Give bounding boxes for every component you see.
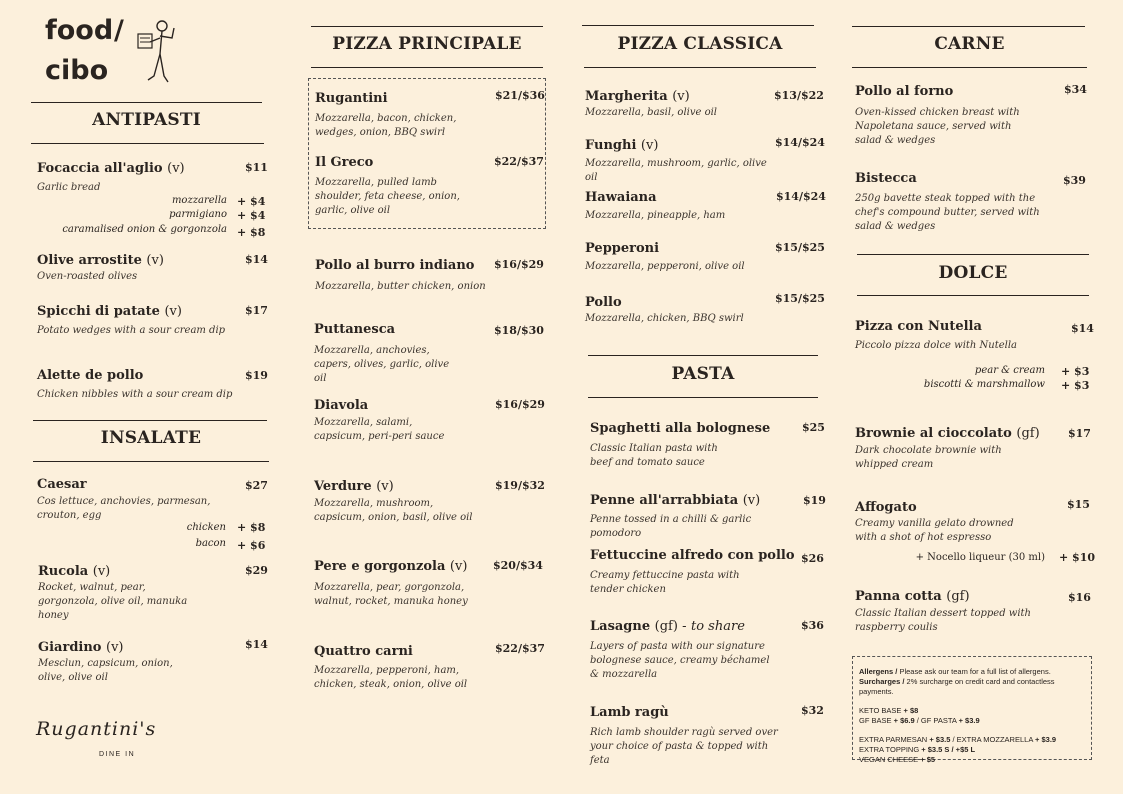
info-box xyxy=(852,656,1092,764)
divider xyxy=(588,397,818,398)
addon-price: + $4 xyxy=(237,195,266,208)
menu-item xyxy=(585,89,765,120)
addon-label: pear & cream xyxy=(974,365,1045,376)
addon-price: + $10 xyxy=(1059,551,1096,564)
item-description: Classic Italian pasta with beef and tomato sauce xyxy=(590,443,718,468)
item-name: Margherita xyxy=(585,89,668,104)
menu-item xyxy=(314,479,474,525)
item-tag: (v) xyxy=(167,161,185,176)
divider xyxy=(588,355,818,356)
item-price: $27 xyxy=(245,479,268,492)
item-price: $17 xyxy=(1068,427,1091,440)
item-description: Rocket, walnut, pear, gorgonzola, olive oil, manuka honey xyxy=(38,582,188,621)
item-price: $36 xyxy=(801,619,824,632)
menu-item xyxy=(37,253,227,284)
menu-item xyxy=(315,91,465,140)
gf-pasta-label: / GF PASTA xyxy=(916,716,957,725)
addon-label: chicken xyxy=(186,522,226,533)
menu-item xyxy=(315,258,490,294)
item-description: Mozzarella, salami, capsicum, peri-peri sauce xyxy=(314,417,445,442)
item-description: Mozzarella, mushroom, garlic, olive oil xyxy=(585,158,767,183)
item-price: $39 xyxy=(1063,174,1086,187)
menu-item xyxy=(590,548,795,597)
item-price: $14 xyxy=(245,638,268,651)
item-tag: (gf) xyxy=(1016,426,1040,441)
item-description: Dark chocolate brownie with whipped cream xyxy=(855,445,1002,470)
gf-base-label: GF BASE xyxy=(859,716,892,725)
menu-item xyxy=(590,493,795,541)
item-price: $22/$37 xyxy=(494,155,544,168)
item-description: Mozzarella, butter chicken, onion xyxy=(315,281,486,292)
item-tag: (v) xyxy=(742,493,761,508)
addon-price: + $3 xyxy=(1061,379,1090,392)
addon-label: caramalised onion & gorgonzola xyxy=(62,224,227,235)
menu-item xyxy=(38,640,203,685)
item-price: $34 xyxy=(1064,83,1087,96)
item-price: $21/$36 xyxy=(495,89,545,102)
item-description: Mozzarella, anchovies, capers, olives, garlic, olive oil xyxy=(314,345,450,384)
menu-item xyxy=(315,155,465,218)
item-description: Mozzarella, pepperoni, ham, chicken, steak, onion, olive oil xyxy=(314,665,468,690)
section-title-insalate: INSALATE xyxy=(100,428,202,448)
addon-label: biscotti & marshmallow xyxy=(923,379,1045,390)
addon-label: parmigiano xyxy=(169,209,227,220)
section-title-pizza-principale: PIZZA PRINCIPALE xyxy=(332,34,522,54)
menu-item xyxy=(314,559,474,609)
item-description: Mozzarella, basil, olive oil xyxy=(585,107,718,118)
item-name: Spicchi di patate xyxy=(37,304,160,319)
divider xyxy=(311,26,543,27)
item-tag: (v) xyxy=(92,564,111,579)
waiter-illustration-icon xyxy=(132,16,180,86)
surcharges-text: 2% surcharge on credit card and contactless payments. xyxy=(859,677,1055,696)
item-price: $32 xyxy=(801,704,824,717)
divider xyxy=(31,143,264,144)
dine-in-label: DINE IN xyxy=(99,751,136,758)
addon-label: bacon xyxy=(195,538,226,549)
addon-price: + $6 xyxy=(237,539,266,552)
item-price: $20/$34 xyxy=(493,559,543,572)
item-price: $22/$37 xyxy=(495,642,545,655)
item-price: $16/$29 xyxy=(495,398,545,411)
item-price: $11 xyxy=(245,161,268,174)
item-price: $19/$32 xyxy=(495,479,545,492)
item-description: Mesclun, capsicum, onion, olive, olive oil xyxy=(38,658,173,683)
divider xyxy=(311,67,543,68)
addon-price: + $3 xyxy=(1061,365,1090,378)
addon-price: + $4 xyxy=(237,209,266,222)
menu-item xyxy=(855,500,1015,545)
item-price: $16 xyxy=(1068,591,1091,604)
item-name: Hawaiana xyxy=(585,190,657,205)
menu-item xyxy=(314,398,454,444)
menu-item xyxy=(590,705,780,768)
item-name: Giardino xyxy=(38,640,102,655)
item-description: Potato wedges with a sour cream dip xyxy=(37,325,226,336)
allergens-text: Please ask our team for a full list of allergens. xyxy=(899,667,1051,676)
menu-item xyxy=(314,644,474,692)
item-name: Bistecca xyxy=(855,171,917,186)
menu-item xyxy=(314,322,464,386)
menu-item xyxy=(37,304,237,338)
item-description: Cos lettuce, anchovies, parmesan, crouton, egg xyxy=(37,496,211,521)
divider xyxy=(31,102,262,103)
item-price: $13/$22 xyxy=(774,89,824,102)
item-name: Rugantini xyxy=(315,91,388,106)
item-description: Mozzarella, pineapple, ham xyxy=(585,210,726,221)
item-price: $19 xyxy=(245,369,268,382)
section-title-pizza-classica: PIZZA CLASSICA xyxy=(617,34,783,54)
item-price: $15/$25 xyxy=(775,241,825,254)
item-description: Piccolo pizza dolce with Nutella xyxy=(855,340,1018,351)
addon-label: + Nocello liqueur (30 ml) xyxy=(915,552,1045,563)
divider xyxy=(857,254,1089,255)
topping-large-price: / +$5 L xyxy=(951,745,976,754)
item-description: Mozzarella, mushroom, capsicum, onion, basil, olive oil xyxy=(314,498,473,523)
item-name: Lamb ragù xyxy=(590,705,669,720)
section-title-carne: CARNE xyxy=(934,34,1005,54)
addon-price: + $8 xyxy=(237,226,266,239)
item-name: Spaghetti alla bolognese xyxy=(590,421,771,436)
item-description: Mozzarella, pulled lamb shoulder, feta cheese, onion, garlic, olive oil xyxy=(315,177,460,216)
item-price: $16/$29 xyxy=(494,258,544,271)
item-description: Penne tossed in a chilli & garlic pomodoro xyxy=(590,514,752,539)
item-tag: (v) xyxy=(106,640,124,655)
menu-item xyxy=(855,319,1045,353)
item-tag: (v) xyxy=(376,479,394,494)
menu-item xyxy=(585,138,775,185)
item-price: $17 xyxy=(245,304,268,317)
keto-label: KETO BASE xyxy=(859,706,902,715)
menu-item xyxy=(855,589,1035,635)
item-price: $26 xyxy=(801,552,824,565)
divider xyxy=(857,295,1089,296)
item-name: Il Greco xyxy=(315,155,374,170)
item-description: Oven-kissed chicken breast with Napoletana sauce, served with salad & wedges xyxy=(855,107,1020,146)
mozzarella-price: + $3.9 xyxy=(1035,735,1057,744)
item-description: Mozzarella, pear, gorgonzola, walnut, rocket, manuka honey xyxy=(314,582,468,607)
item-share-note: to share xyxy=(691,619,745,634)
menu-item xyxy=(590,421,770,470)
item-tag: (v) xyxy=(164,304,182,319)
addon-price: + $8 xyxy=(237,521,266,534)
section-title-antipasti: ANTIPASTI xyxy=(92,110,201,130)
menu-item xyxy=(855,426,1045,472)
item-name: Penne all'arrabbiata xyxy=(590,493,739,508)
item-description: Mozzarella, chicken, BBQ swirl xyxy=(585,313,744,324)
menu-item xyxy=(37,161,227,195)
item-tag: (v) xyxy=(640,138,659,153)
item-name: Funghi xyxy=(585,138,637,153)
divider xyxy=(852,26,1085,27)
item-price: $15/$25 xyxy=(775,292,825,305)
item-description: Classic Italian dessert topped with raspberry coulis xyxy=(855,608,1031,633)
item-description: Rich lamb shoulder ragù served over your choice of pasta & topped with feta xyxy=(590,727,778,766)
item-name: Puttanesca xyxy=(314,322,396,337)
item-name: Pollo al forno xyxy=(855,84,954,99)
logo-food: food xyxy=(45,15,114,46)
item-name: Pollo al burro indiano xyxy=(315,258,475,273)
item-name: Olive arrostite xyxy=(37,253,142,268)
gf-pasta-price: + $3.9 xyxy=(958,716,980,725)
item-name: Rucola xyxy=(38,564,89,579)
item-name: Lasagne xyxy=(590,619,651,634)
divider xyxy=(584,67,816,68)
item-name: Pepperoni xyxy=(585,241,660,256)
item-description: Mozzarella, pepperoni, olive oil xyxy=(585,261,745,272)
item-price: $15 xyxy=(1067,498,1090,511)
menu-item xyxy=(37,477,212,523)
item-name: Pere e gorgonzola xyxy=(314,559,446,574)
item-name: Alette de pollo xyxy=(37,368,144,383)
item-name: Quattro carni xyxy=(314,644,413,659)
divider xyxy=(852,67,1087,68)
item-tag: (v) xyxy=(146,253,164,268)
topping-label: EXTRA TOPPING xyxy=(859,745,920,754)
item-description: 250g bavette steak topped with the chef's compound butter, served with salad & wedges xyxy=(855,193,1040,232)
logo-cibo: cibo xyxy=(45,55,109,86)
menu-item xyxy=(855,84,1025,148)
surcharges-label: Surcharges / xyxy=(859,677,905,686)
item-tag: (v) xyxy=(672,89,690,104)
item-name: Pizza con Nutella xyxy=(855,319,982,334)
item-name: Diavola xyxy=(314,398,369,413)
item-description: Creamy vanilla gelato drowned with a shot of hot espresso xyxy=(855,518,1014,543)
item-price: $25 xyxy=(802,421,825,434)
item-tag: (gf) - xyxy=(654,619,687,634)
item-price: $19 xyxy=(803,494,826,507)
item-name: Focaccia all'aglio xyxy=(37,161,163,176)
parmesan-price: + $3.5 xyxy=(929,735,951,744)
item-tag: (v) xyxy=(449,559,468,574)
item-name: Pollo xyxy=(585,295,622,310)
signature-logo: Rugantini's xyxy=(36,718,157,740)
menu-item xyxy=(585,295,765,326)
item-price: $14 xyxy=(1071,322,1094,335)
menu-item xyxy=(37,368,237,402)
menu-item xyxy=(590,619,775,682)
item-name: Brownie al cioccolato xyxy=(855,426,1012,441)
item-description: Mozzarella, bacon, chicken, wedges, onion, BBQ swirl xyxy=(315,113,457,138)
item-name: Affogato xyxy=(855,500,917,515)
keto-price: + $8 xyxy=(903,706,919,715)
item-name: Caesar xyxy=(37,477,87,492)
section-title-dolce: DOLCE xyxy=(938,263,1008,283)
section-title-pasta: PASTA xyxy=(671,364,735,384)
menu-item xyxy=(38,564,208,623)
mozzarella-label: / EXTRA MOZZARELLA xyxy=(952,735,1033,744)
item-tag: (gf) xyxy=(946,589,970,604)
topping-price: + $3.5 S xyxy=(921,745,950,754)
item-name: Panna cotta xyxy=(855,589,942,604)
gf-base-price: + $6.9 xyxy=(893,716,915,725)
item-description: Layers of pasta with our signature bolognese sauce, creamy béchamel & mozzarella xyxy=(590,641,770,680)
divider xyxy=(582,25,814,26)
addon-label: mozzarella xyxy=(171,195,227,206)
item-description: Garlic bread xyxy=(37,182,101,193)
item-description: Chicken nibbles with a sour cream dip xyxy=(37,389,233,400)
item-price: $14/$24 xyxy=(775,136,825,149)
vegan-price: + $5 xyxy=(920,755,936,764)
menu-item xyxy=(585,190,765,223)
menu-item xyxy=(585,241,765,274)
item-price: $14 xyxy=(245,253,268,266)
item-name: Fettuccine alfredo con pollo xyxy=(590,548,795,563)
divider xyxy=(33,461,269,462)
divider xyxy=(33,420,267,421)
item-name: Verdure xyxy=(314,479,372,494)
parmesan-label: EXTRA PARMESAN xyxy=(859,735,928,744)
item-price: $14/$24 xyxy=(776,190,826,203)
allergens-label: Allergens / xyxy=(859,667,898,676)
menu-item xyxy=(855,171,1040,234)
logo-slash: / xyxy=(114,15,124,46)
item-description: Oven-roasted olives xyxy=(37,271,138,282)
item-price: $18/$30 xyxy=(494,324,544,337)
vegan-label: VEGAN CHEESE xyxy=(859,755,919,764)
item-description: Creamy fettuccine pasta with tender chicken xyxy=(590,570,740,595)
item-price: $29 xyxy=(245,564,268,577)
